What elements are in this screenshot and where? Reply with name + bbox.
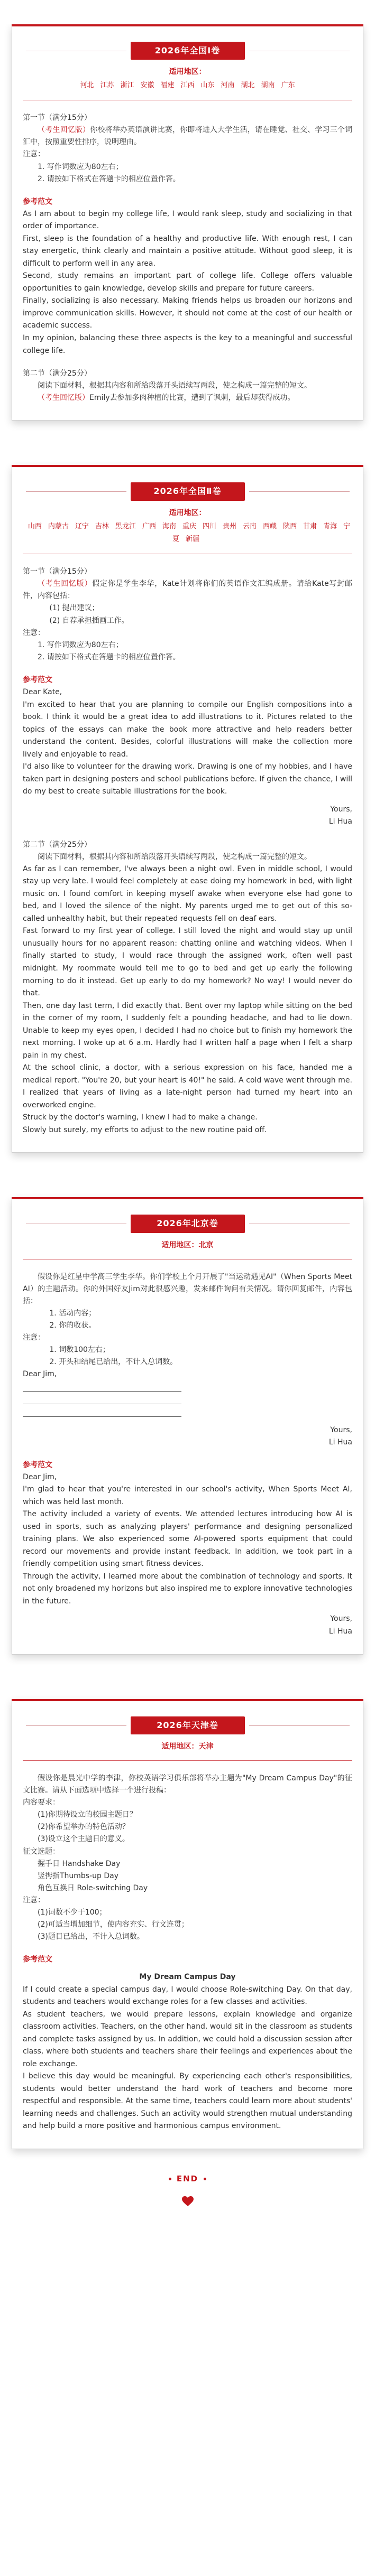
region-list	[23, 79, 352, 92]
letter-signature: Li Hua	[328, 817, 352, 826]
part-instruction: 阅读下面材料，根据其内容和所给段落开头语续写两段，使之构成一篇完整的短文。	[38, 852, 312, 861]
region-item: 宁夏	[172, 522, 351, 544]
notice-label: 注意：	[23, 1333, 45, 1342]
essay-paragraph: As far as I can remember, I've always been a night owl. Even in middle school, I would stay up very late. I would feel completely at ease doing my homework in bed, with light music on. I found comfort in keeping myself awake when everyone else had gone to bed, and I loved the silence of the night. My parents urged me to get out of this so-called unhealthy habit, but their repeated requests fell on deaf ears.	[23, 864, 352, 923]
divider	[23, 1760, 352, 1761]
essay-paragraph: At the school clinic, a doctor, with a serious expression on his face, handed me a medical report. "You're 20, but your heart is 40!" he said. A cold wave went through me. I realized that years of living as a late-night person had turned my heart into an overworked engine.	[23, 1063, 352, 1109]
exam-banner: 2026年全国Ⅰ卷	[131, 42, 245, 60]
region-item: 陕西	[283, 522, 297, 530]
region-item: 内蒙古	[48, 522, 69, 530]
answer-line	[23, 1406, 181, 1417]
region-item: 黑龙江	[115, 522, 136, 530]
continuation-essay	[23, 863, 352, 1136]
letter-paragraph: The activity included a variety of events. We attended lectures introducing how AI is used in sports, such as analyzing players' performance and designing personalized training plans. We also experienced some AI-powered sports equipment that could record our movements and provide instant feedback. In addition, we took part in a friendly competition using smart fitness devices.	[23, 1510, 352, 1569]
end-marker	[0, 2172, 375, 2186]
region-item: 新疆	[186, 535, 200, 544]
exam-card-national-1	[12, 24, 363, 421]
exam-card-beijing	[12, 1197, 363, 1654]
region-item: 湖南	[261, 81, 275, 90]
prompt-greeting: Dear Jim,	[23, 1370, 57, 1379]
note-item: (1)词数不少于100；	[38, 1908, 107, 1917]
letter-closing: Yours,	[330, 1614, 352, 1623]
letter-greeting: Dear Kate,	[23, 688, 62, 696]
option-item: 竖拇指Thumbs-up Day	[38, 1871, 119, 1880]
part-prompt	[23, 392, 352, 404]
region-item: 河南	[221, 81, 235, 90]
letter-closing: Yours,	[330, 805, 352, 814]
prompt-tag: （考生回忆版）	[38, 580, 93, 589]
prompt-tag: （考生回忆版）	[38, 394, 89, 403]
letter-paragraph: I'm glad to hear that you're interested in our school's activity, When Sports Meet AI, which was held last month.	[23, 1485, 352, 1506]
essay-paragraph: Slowly but surely, my efforts to adjust to the new routine paid off.	[23, 1125, 267, 1134]
region-label: 适用地区：北京	[161, 1240, 214, 1249]
essay-paragraph: Struck by the doctor's warning, I knew I had to make a change.	[23, 1113, 258, 1122]
reference-label: 参考范文	[23, 675, 52, 684]
part-title: 第二节（满分25分）	[23, 369, 92, 378]
note-item: (3)题目已给出，不计入总词数。	[38, 1933, 144, 1942]
essay-paragraph: First, sleep is the foundation of a healthy and productive life. With enough rest, I can stay energetic, think clearly and maintain a positive attitude. Without good sleep, it is difficult to perform well in any area.	[23, 234, 352, 268]
part-title: 第一节（满分15分）	[23, 567, 92, 576]
essay-paragraph: I believe this day would be meaningful. By experiencing each other's responsibilities, students would better understand the hard work of teachers and become more respectful and responsible. At the same time, teachers could learn more about students' learning needs and challenges. Such an activity would strengthen mutual understanding and help build a more positive and harmonious campus environment.	[23, 2072, 352, 2131]
answer-line	[23, 1394, 181, 1404]
essay-paragraph: As student teachers, we would prepare lessons, explain knowledge and organize classroom activities. Teachers, on the other hand, would sit in the classroom as students and complete tasks assigned by us. In addition, we could hold a discussion session after class, where both students and teachers share their feelings and experiences about the role exchange.	[23, 2010, 352, 2068]
notice-label: 注意：	[23, 1896, 45, 1905]
region-label: 适用地区：	[169, 68, 206, 77]
part-prompt	[23, 124, 352, 148]
heart-icon	[182, 2196, 194, 2211]
essay-paragraph: Then, one day last term, I did exactly that. Bent over my laptop while sitting on the bed in the corner of my room, I suddenly felt a pounding headache, and had to lie down. Unable to keep my eyes open, I decided I had no choice but to finish my homework the next morning. I woke up at 6 a.m. Hardly had I written half a page when I felt a sharp pain in my chest.	[23, 1001, 352, 1060]
region-item: 江西	[180, 81, 195, 90]
region-item: 河北	[80, 81, 94, 90]
note-item: 2. 开头和结尾已给出，不计入总词数。	[49, 1358, 178, 1367]
region-label: 适用地区：	[169, 508, 206, 517]
region-item: 四川	[203, 522, 217, 530]
region-item: 山东	[200, 81, 215, 90]
region-label: 适用地区：天津	[161, 1742, 214, 1751]
option-item: (3)设立这个主题日的意义。	[38, 1835, 130, 1844]
part-prompt	[23, 578, 352, 602]
exam-card-tianjin	[12, 1699, 363, 2149]
end-text: END	[176, 2173, 199, 2183]
essay-paragraph: Second, study remains an important part of college life. College offers valuable opportunities to gain knowledge, develop skills and prepare for future careers.	[23, 272, 352, 293]
notice-label: 注意：	[23, 628, 45, 637]
reference-essay	[23, 208, 352, 357]
exam-banner: 2026年北京卷	[131, 1215, 245, 1233]
letter-signature: Li Hua	[328, 1627, 352, 1636]
region-list	[23, 520, 352, 546]
prompt-item: (1) 提出建议；	[49, 604, 99, 613]
exam-banner: 2026年天津卷	[131, 1716, 245, 1734]
exam-card-national-2	[12, 465, 363, 1153]
region-item: 青海	[323, 522, 337, 530]
page	[0, 24, 375, 2243]
region-item: 浙江	[120, 81, 134, 90]
prompt-text: 假定你是学生李华，Kate计划将你们的英语作文汇编成册。请给Kate写封邮件，内容包括：	[23, 580, 353, 601]
prompt-item: (2) 自荐承担插画工作。	[49, 616, 129, 625]
reference-label: 参考范文	[23, 197, 52, 206]
part-prompt: 假设你是晨光中学的李津，你校英语学习俱乐部将举办主题为"My Dream Campus Day"的征文比赛。请从下面选项中选择一个进行投稿：	[23, 1774, 352, 1795]
option-item: (2)你希望举办的特色活动？	[38, 1823, 130, 1832]
essay-title: My Dream Campus Day	[139, 1973, 236, 1982]
options-label: 征文选题：	[23, 1847, 60, 1856]
prompt-text: Emily去参加多肉种植的比赛，遭到了讽刺，最后却获得成功。	[89, 394, 295, 403]
note-item: (2)可适当增加细节，使内容充实、行文连贯；	[38, 1920, 189, 1929]
reference-essay	[23, 1984, 352, 2133]
essay-paragraph: Finally, socializing is also necessary. Making friends helps us broaden our horizons and improve communication skills. However, it should not come at the cost of our health or academic success.	[23, 296, 352, 330]
letter-paragraph: I'd also like to volunteer for the drawing work. Drawing is one of my hobbies, and I have taken part in designing posters and school publications before. If given the chance, I will do my best to create suitable illustrations for the book.	[23, 762, 352, 796]
region-item: 辽宁	[75, 522, 89, 530]
exam-banner: 2026年全国Ⅱ卷	[131, 482, 245, 500]
part-title: 第一节（满分15分）	[23, 114, 92, 123]
region-item: 西藏	[263, 522, 277, 530]
note-item: 2. 请按如下格式在答题卡的相应位置作答。	[38, 652, 180, 661]
reference-letter	[23, 1471, 352, 1638]
option-item: 角色互换日 Role-switching Day	[38, 1883, 148, 1892]
region-item: 广西	[142, 522, 156, 530]
prompt-tag: （考生回忆版）	[38, 126, 90, 135]
prompt-item: 1. 活动内容；	[49, 1309, 96, 1318]
reference-label: 参考范文	[23, 1460, 52, 1469]
prompt-item: 2. 你的收获。	[49, 1321, 96, 1330]
prompt-signature: Li Hua	[328, 1438, 352, 1446]
reference-label: 参考范文	[23, 1955, 52, 1964]
note-item: 2. 请按如下格式在答题卡的相应位置作答。	[38, 174, 180, 183]
region-item: 江苏	[100, 81, 114, 90]
options-label: 内容要求：	[23, 1798, 60, 1807]
letter-paragraph: I'm excited to hear that you are planning to compile our English compositions into a book. I think it would be a great idea to add illustrations to it. Pictures related to the topics of the essays can make the book more attractive and help readers better understand the content. Besides, colorful illustrations will make the collection more lively and enjoyable to read.	[23, 700, 352, 759]
essay-paragraph: In my opinion, balancing these three aspects is the key to a meaningful and successful college life.	[23, 333, 352, 355]
notice-label: 注意：	[23, 150, 45, 159]
region-item: 湖北	[241, 81, 255, 90]
region-item: 福建	[160, 81, 175, 90]
essay-paragraph: As I am about to begin my college life, I would rank sleep, study and socializing in that order of importance.	[23, 209, 352, 231]
essay-paragraph: Fast forward to my first year of college. I still loved the night and would stay up until unusually hours for no apparent reason: chatting online and watching videos. When I finally started to study, I would race through the assigned work, often well past midnight. My roommate would tell me to go to bed and get up early the following morning to do it instead. Get up early to do my homework? No way! I would never do that.	[23, 927, 352, 998]
letter-paragraph: Through the activity, I learned more about the combination of technology and sports. It not only broadened my horizons but also inspired me to explore innovative technologies in the future.	[23, 1572, 352, 1606]
note-item: 1. 写作词数应为80左右；	[38, 640, 123, 649]
region-item: 广东	[281, 81, 295, 90]
region-item: 贵州	[223, 522, 237, 530]
part-prompt: 假设你是红星中学高三学生李华。你们学校上个月开展了"当运动遇见AI"（When Sports Meet AI）的主题活动。你的外国好友Jim对此很感兴趣，发来邮件询问有关情况。请你回复邮件，内容包括：	[23, 1272, 352, 1305]
letter-greeting: Dear Jim,	[23, 1472, 57, 1481]
option-item: (1)你期待设立的校园主题日？	[38, 1810, 137, 1819]
reference-letter	[23, 686, 352, 828]
answer-line	[23, 1381, 181, 1392]
part-title: 第二节（满分25分）	[23, 840, 92, 849]
prompt-closing: Yours,	[330, 1425, 352, 1434]
essay-paragraph: If I could create a special campus day, I would choose Role-switching Day. On that day, students and teachers would exchange roles for a few classes and activities.	[23, 1985, 352, 2006]
note-item: 1. 写作词数应为80左右；	[38, 162, 123, 171]
note-item: 1. 词数100左右；	[49, 1346, 110, 1355]
region-item: 安徽	[140, 81, 154, 90]
part-instruction: 阅读下面材料，根据其内容和所给段落开头语续写两段，使之构成一篇完整的短文。	[38, 381, 312, 390]
region-item: 吉林	[95, 522, 109, 530]
region-item: 甘肃	[303, 522, 317, 530]
prompt-text: 你校将举办英语演讲比赛，你即将进入大学生活，请在睡觉、社交、学习三个词汇中，按照重要性排序，说明理由。	[23, 126, 353, 147]
option-item: 握手日 Handshake Day	[38, 1859, 121, 1868]
region-item: 海南	[162, 522, 176, 530]
region-item: 山西	[28, 522, 42, 530]
region-item: 重庆	[182, 522, 196, 530]
region-item: 云南	[243, 522, 257, 530]
